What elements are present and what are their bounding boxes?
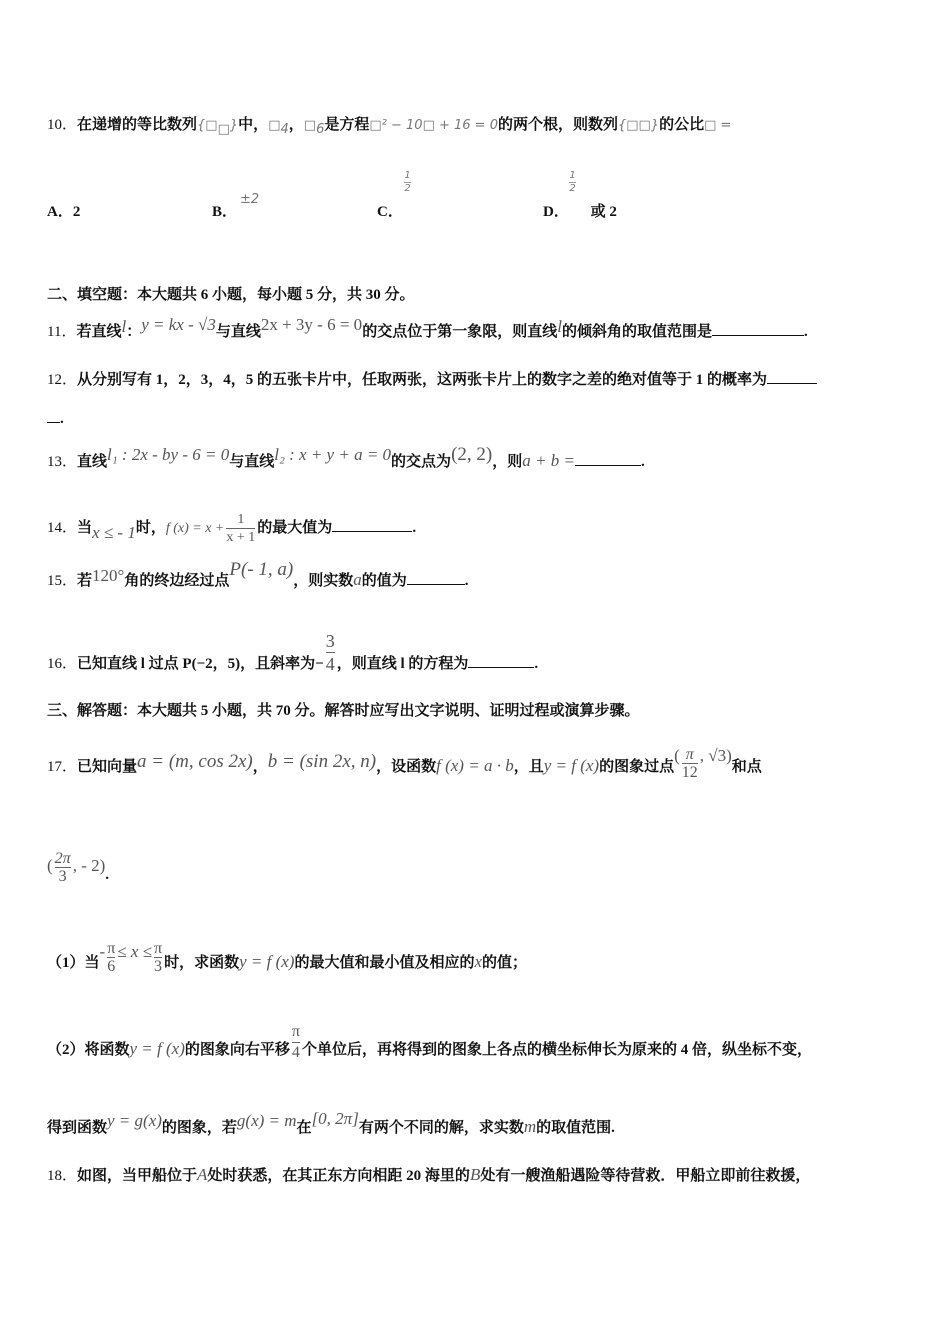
fraction [226,511,255,546]
option-text: 或 2 [590,204,617,220]
math: 120° [92,566,125,585]
text: 的交点为 [391,454,452,470]
question-number: 13． [47,454,78,470]
text: 得到函数 [47,1120,108,1136]
math: g(x) = m [236,1111,297,1130]
numerator: 1 [237,512,245,527]
fraction [107,940,115,975]
question-number: 16． [47,655,78,672]
math: 2x + 3y - 6 = 0 [260,315,363,334]
fraction [404,170,411,195]
math-placeholder: {□ [197,118,218,133]
math: x ≤ - 1 [92,522,136,542]
text: 在 [296,1120,312,1136]
math: B [469,1165,481,1184]
fraction [154,940,162,975]
denominator: x + 1 [226,530,256,545]
math-placeholder: 4 [280,122,289,137]
option-label: B． [212,204,238,220]
math: y = f (x) [543,755,600,775]
denominator: 12 [681,764,698,781]
math-placeholder: □ [303,118,317,133]
text: 的最大值为 [257,519,333,536]
answer-blank[interactable] [767,369,817,384]
math: a + b = [522,451,575,470]
question-17-part-2-continued [47,1109,615,1138]
option-label: C． [377,204,403,220]
numerator: π [291,1023,300,1040]
text: 的两个根，则数列 [497,117,618,133]
numerator: 2π [54,850,71,867]
fraction [292,1022,300,1063]
text: ，则实数 [293,573,354,589]
math: y = kx - √3 [141,315,216,334]
text: 处有一艘渔船遇险等待营救．甲船立即前往救援， [480,1168,811,1184]
fraction [682,746,698,781]
text: ，则 [492,454,523,470]
numerator: 1 [569,170,576,181]
fraction [569,170,576,195]
denominator: 2 [569,183,576,194]
math: y = f (x) [239,951,295,971]
math: l₁ : 2x - by - 6 = 0 [107,445,230,464]
text: 的值为 [361,573,407,589]
answer-blank[interactable] [47,408,60,423]
denominator: 6 [107,958,116,975]
question-number: 14． [47,519,78,536]
question-11 [47,315,808,342]
answer-blank[interactable] [332,517,412,532]
math: x [474,951,482,971]
denominator: 4 [291,1044,300,1061]
text: ，且 [513,758,544,775]
math-placeholder: } [229,118,239,133]
text: 角的终边经过点 [124,573,230,589]
text: ， [288,117,304,133]
math-placeholder: □ = [704,118,732,133]
option-text: 2 [72,204,81,220]
text: （1）当 [47,954,100,971]
math: y = g(x) [107,1111,162,1130]
text: 若直线 [76,324,122,340]
math: P(- 1, a) [229,559,294,580]
text: 处时获悉，在其正东方向相距 20 海里的 [207,1168,470,1184]
text: 的图象过点 [599,758,675,775]
text: . [105,866,110,883]
question-number: 12． [47,372,78,388]
question-number: 18． [47,1168,78,1184]
text: ： [126,324,142,340]
question-number: 10． [47,117,78,133]
option-math: ±2 [240,192,260,207]
math: l [557,317,562,336]
text: . [412,519,417,536]
text: 时，求函数 [164,954,240,971]
text: 中， [238,117,269,133]
text: 从分别写有 1，2，3，4，5 的五张卡片中，任取两张，这两张卡片上的数字之差的绝对值等于 1 的概率为 [77,372,768,388]
math: ( [674,745,680,765]
text: . [803,324,808,340]
text: 的倾斜角的取值范围是 [561,324,712,340]
math: a [353,570,362,589]
question-12 [47,369,817,390]
text: 的交点位于第一象限，则直线 [362,324,558,340]
text: 若 [77,573,93,589]
math: [0, 2π] [311,1109,359,1128]
question-17-part-1 [47,940,528,981]
math: , - 2) [72,855,106,875]
math: y = f (x) [129,1038,185,1058]
math: f (x) = x + [165,520,225,536]
text: 的值； [482,954,528,971]
math-placeholder: □ [268,118,281,133]
math: b = (sin 2x, n) [267,750,377,772]
question-number: 11． [47,324,77,340]
text: （2）将函数 [47,1041,130,1058]
math: (2, 2) [451,444,493,465]
equation: □² − 10□ + 16 = 0 [369,118,498,133]
math: l₂ : x + y + a = 0 [274,445,392,464]
math-placeholder: 6 [316,122,325,137]
text: 已知直线 l 过点 P(−2，5)，且斜率为− [77,655,324,672]
math: m [523,1117,537,1136]
text: 时， [135,519,166,536]
text: 与直线 [229,454,275,470]
section-heading-fill-in: 二、填空题：本大题共 6 小题，每小题 5 分，共 30 分。 [47,287,415,303]
answer-blank[interactable] [468,653,534,668]
question-number: 17． [47,758,78,775]
question-12-continued [47,408,64,429]
text: 个单位后，再将得到的图象上各点的横坐标伸长为原来的 4 倍，纵坐标不变， [301,1041,812,1058]
option-label: A． [47,204,73,220]
text: 的图象，若 [161,1120,237,1136]
denominator: 2 [404,183,411,194]
denominator: 3 [154,958,163,975]
question-17-point [47,850,109,885]
math: ≤ x ≤ [117,941,152,961]
math: - [99,941,106,961]
section-heading-solutions: 三、解答题：本大题共 5 小题，共 70 分。解答时应写出文字说明、证明过程或演算步骤。 [47,703,640,719]
text: 已知向量 [77,758,138,775]
text: . [640,454,645,470]
question-10 [47,115,731,140]
math: a = (m, cos 2x) [137,750,253,772]
question-number: 15． [47,573,78,589]
question-15 [47,559,469,591]
text: 和点 [731,758,762,775]
numerator: 1 [404,170,411,181]
question-13 [47,444,645,472]
math-placeholder: □ [217,122,230,137]
text: 的最大值和最小值及相应的 [294,954,475,971]
denominator: 4 [325,654,335,674]
math: A [197,1165,208,1184]
text: 的公比 [659,117,705,133]
denominator: 3 [58,868,67,885]
numerator: π [107,940,116,957]
option-a [47,202,80,222]
text: 与直线 [215,324,261,340]
text: 的图象向右平移 [184,1041,290,1058]
text: 的取值范围. [536,1120,615,1136]
numerator: π [685,746,694,763]
question-17 [47,745,762,785]
option-b [212,192,260,222]
text: 直线 [77,454,108,470]
text: . [464,573,469,589]
answer-blank[interactable] [575,451,641,466]
fraction [326,630,335,675]
option-d [543,170,617,222]
option-c [377,170,411,222]
text: 在递增的等比数列 [77,117,198,133]
question-14 [47,511,416,546]
numerator: π [153,940,163,957]
math: f (x) = a · b [436,755,514,775]
text: 有两个不同的解，求实数 [358,1120,524,1136]
text: . [60,411,64,427]
text: ， [252,758,268,775]
question-18 [47,1165,810,1186]
text: 是方程 [324,117,370,133]
text: ，设函数 [376,758,437,775]
option-label: D． [543,204,569,220]
math: ( [47,855,53,875]
answer-blank[interactable] [712,321,804,336]
text: . [534,655,539,672]
text: 如图，当甲船位于 [77,1168,198,1184]
answer-blank[interactable] [407,570,465,585]
math: , √3) [699,745,732,765]
math: l [121,317,127,336]
question-16 [47,631,539,687]
numerator: 3 [325,631,335,651]
math-placeholder: {□□} [618,118,660,133]
text: ，则直线 l 的方程为 [336,655,469,672]
question-17-part-2 [47,1023,812,1071]
text: 当 [77,519,93,536]
fraction [55,850,71,885]
